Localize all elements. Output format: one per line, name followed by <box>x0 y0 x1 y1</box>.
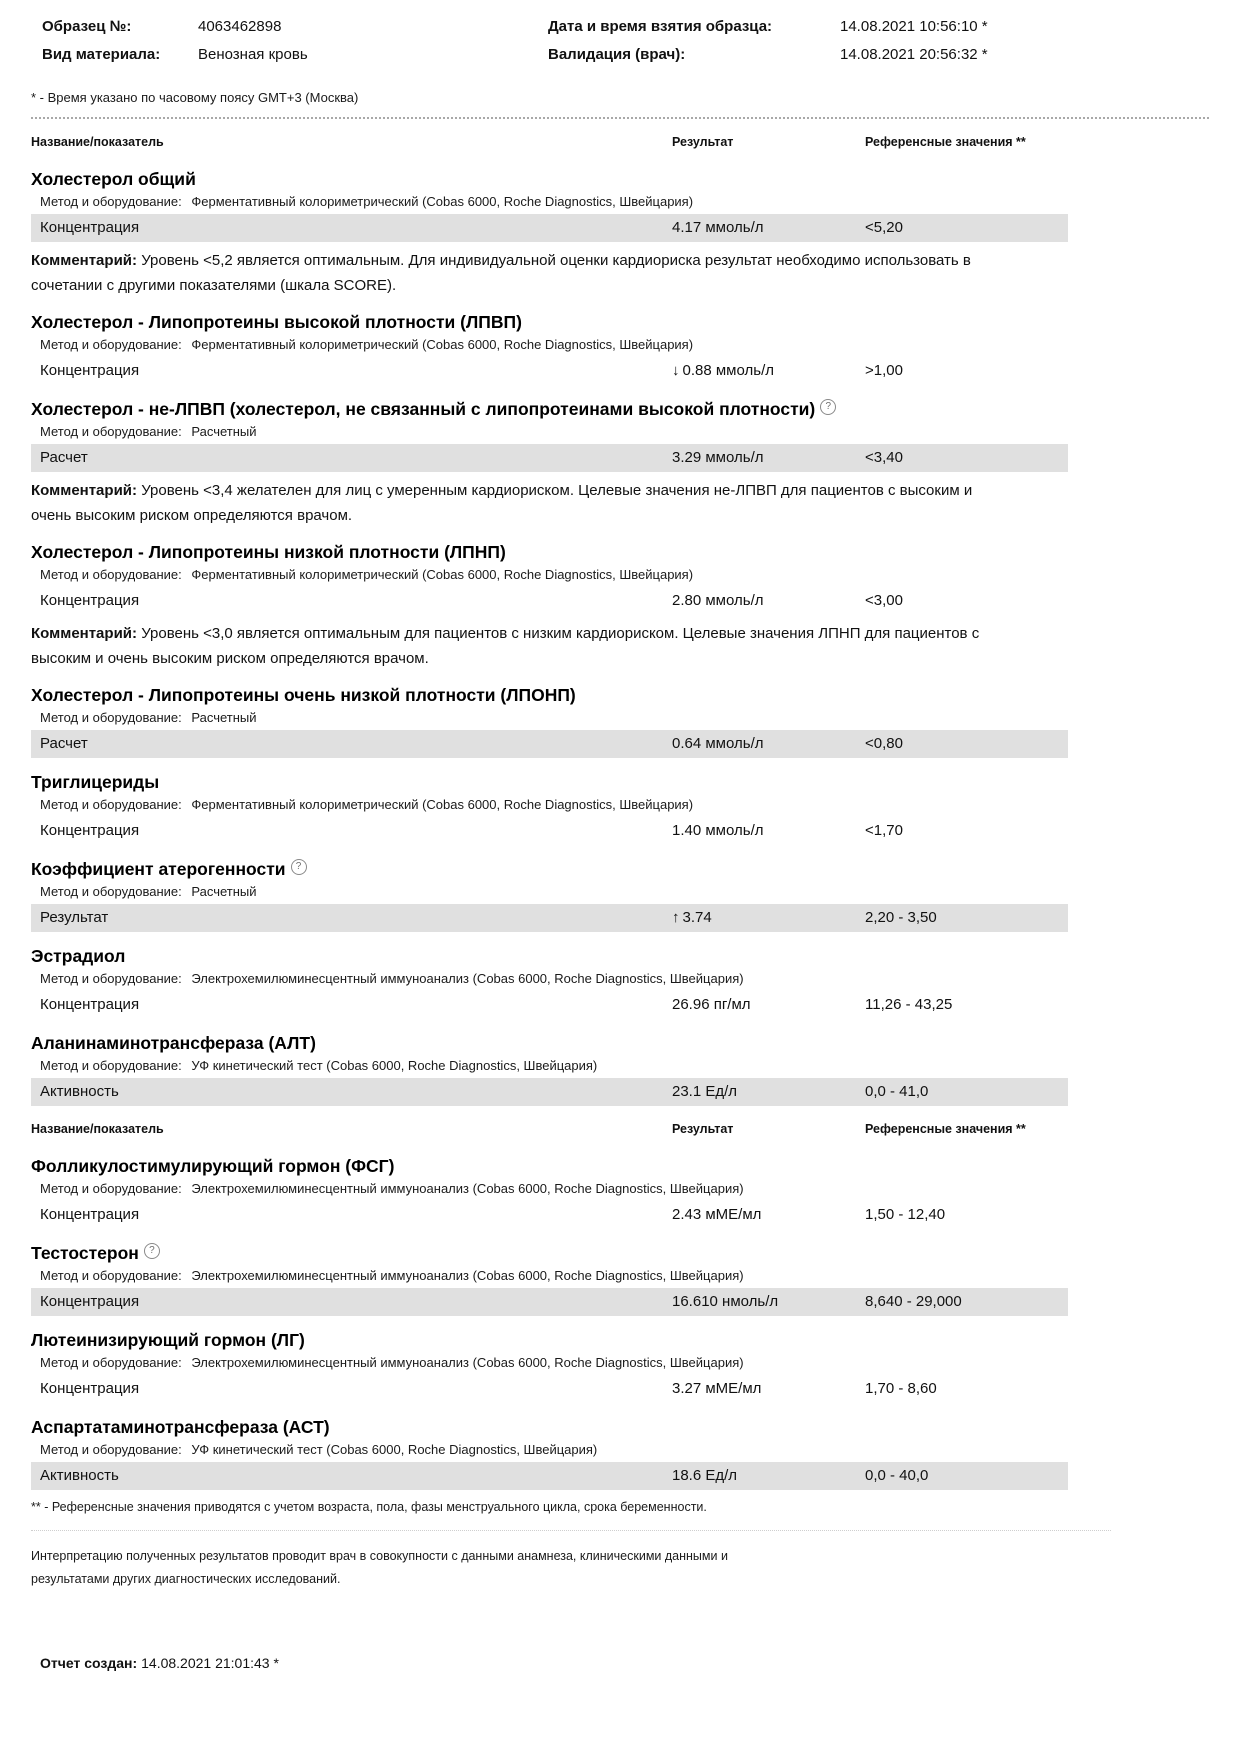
method-label: Метод и оборудование: <box>40 797 182 812</box>
result-value <box>672 214 764 242</box>
comment-label: Комментарий: <box>31 625 138 642</box>
result-number: 3.29 ммоль/л <box>672 449 764 466</box>
reference-value: <3,00 <box>865 592 903 609</box>
method-line <box>31 971 1211 986</box>
reference-value: 11,26 - 43,25 <box>865 996 953 1013</box>
comment <box>31 621 1006 671</box>
analyte-heading <box>31 542 1211 563</box>
analyte-block <box>31 312 1211 385</box>
help-question-icon[interactable]: ? <box>144 1243 160 1259</box>
method-label: Метод и оборудование: <box>40 1442 182 1457</box>
result-row <box>31 587 1068 615</box>
comment <box>31 478 1006 528</box>
analyte-block <box>31 542 1211 671</box>
results-list <box>31 135 1211 1490</box>
reference-value: 0,0 - 40,0 <box>865 1467 929 1484</box>
analyte-block <box>31 772 1211 845</box>
result-number: 23.1 Ед/л <box>672 1083 738 1100</box>
reference-value: 1,70 - 8,60 <box>865 1380 937 1397</box>
collection-date-value: 14.08.2021 10:56:10 * <box>840 18 988 35</box>
result-value <box>672 1201 761 1229</box>
column-result-header: Результат <box>672 1122 734 1136</box>
reference-value: 0,0 - 41,0 <box>865 1083 929 1100</box>
method-label: Метод и оборудование: <box>40 1355 182 1370</box>
result-number: 2.43 мМЕ/мл <box>672 1206 762 1223</box>
result-value <box>672 1078 737 1106</box>
result-row-label: Концентрация <box>40 1380 140 1397</box>
reference-value: <3,40 <box>865 449 903 466</box>
method-value: УФ кинетический тест (Cobas 6000, Roche Diagnostics, Швейцария) <box>191 1058 598 1073</box>
column-reference-header: Референсные значения ** <box>865 1122 1026 1136</box>
method-label: Метод и оборудование: <box>40 884 182 899</box>
method-label: Метод и оборудование: <box>40 710 182 725</box>
reference-value: >1,00 <box>865 362 903 379</box>
method-line <box>31 1058 1211 1073</box>
faint-divider <box>31 1530 1111 1531</box>
collection-date-label: Дата и время взятия образца: <box>548 18 773 35</box>
material-type-label: Вид материала: <box>42 46 161 63</box>
method-line <box>31 1181 1211 1196</box>
comment-label: Комментарий: <box>31 252 138 269</box>
result-row <box>31 214 1068 242</box>
result-value <box>672 1288 778 1316</box>
result-row-label: Концентрация <box>40 1293 140 1310</box>
result-row-label: Концентрация <box>40 822 140 839</box>
analyte-block <box>31 1156 1211 1229</box>
method-value: Ферментативный колориметрический (Cobas 6000, Roche Diagnostics, Швейцария) <box>191 797 694 812</box>
result-row-label: Концентрация <box>40 1206 140 1223</box>
reference-values-note: ** - Референсные значения приводятся с учетом возраста, пола, фазы менструального цикла, срока беременности. <box>31 1500 707 1514</box>
result-value <box>672 444 764 472</box>
analyte-block <box>31 685 1211 758</box>
column-name-header: Название/показатель <box>31 135 164 149</box>
header-row <box>42 46 1202 74</box>
analyte-block <box>31 1243 1211 1316</box>
analyte-heading-text: Эстрадиол <box>31 946 126 966</box>
analyte-heading <box>31 946 1211 967</box>
method-line <box>31 424 1211 439</box>
method-value: Электрохемилюминесцентный иммуноанализ (Cobas 6000, Roche Diagnostics, Швейцария) <box>191 971 744 986</box>
analyte-heading-text: Фолликулостимулирующий гормон (ФСГ) <box>31 1156 395 1176</box>
analyte-heading-text: Аланинаминотрансфераза (АЛТ) <box>31 1033 316 1053</box>
result-value <box>672 1375 761 1403</box>
method-value: Электрохемилюминесцентный иммуноанализ (Cobas 6000, Roche Diagnostics, Швейцария) <box>191 1181 744 1196</box>
analyte-block <box>31 1330 1211 1403</box>
result-value <box>672 357 774 385</box>
method-value: Ферментативный колориметрический (Cobas 6000, Roche Diagnostics, Швейцария) <box>191 567 694 582</box>
comment-label: Комментарий: <box>31 482 138 499</box>
result-value <box>672 1462 737 1490</box>
result-row <box>31 357 1068 385</box>
results-table-header <box>31 1122 1211 1142</box>
analyte-heading-text: Холестерол общий <box>31 169 196 189</box>
result-number: 2.80 ммоль/л <box>672 592 764 609</box>
result-number: 4.17 ммоль/л <box>672 219 764 236</box>
validation-value: 14.08.2021 20:56:32 * <box>840 46 988 63</box>
report-created-label: Отчет создан: <box>40 1655 138 1671</box>
column-reference-header: Референсные значения ** <box>865 135 1026 149</box>
result-number: 3.74 <box>682 909 712 926</box>
analyte-block <box>31 859 1211 932</box>
timezone-note: * - Время указано по часовому поясу GMT+3 (Москва) <box>31 90 359 105</box>
report-header <box>42 18 1202 74</box>
result-number: 0.88 ммоль/л <box>682 362 774 379</box>
column-name-header: Название/показатель <box>31 1122 164 1136</box>
result-number: 16.610 нмоль/л <box>672 1293 779 1310</box>
analyte-heading-text: Холестерол - не-ЛПВП (холестерол, не связанный с липопротеинами высокой плотности) <box>31 399 816 419</box>
column-result-header: Результат <box>672 135 734 149</box>
method-line <box>31 1268 1211 1283</box>
sample-number-value: 4063462898 <box>198 18 282 35</box>
dotted-divider <box>31 117 1209 119</box>
analyte-heading <box>31 1330 1211 1351</box>
analyte-heading <box>31 399 1211 420</box>
result-row-label: Концентрация <box>40 362 140 379</box>
report-footer <box>31 1500 1240 1671</box>
method-value: УФ кинетический тест (Cobas 6000, Roche Diagnostics, Швейцария) <box>191 1442 598 1457</box>
reference-value: 8,640 - 29,000 <box>865 1293 962 1310</box>
analyte-heading-text: Холестерол - Липопротеины высокой плотности (ЛПВП) <box>31 312 522 332</box>
result-number: 1.40 ммоль/л <box>672 822 764 839</box>
method-label: Метод и оборудование: <box>40 1181 182 1196</box>
analyte-heading <box>31 685 1211 706</box>
comment-text: Уровень <3,4 желателен для лиц с умеренным кардиориском. Целевые значения не-ЛПВП для пациентов с высоким и очень высоким риском определяются врачом. <box>31 482 973 524</box>
method-label: Метод и оборудование: <box>40 1268 182 1283</box>
method-value: Ферментативный колориметрический (Cobas 6000, Roche Diagnostics, Швейцария) <box>191 194 694 209</box>
result-row-label: Концентрация <box>40 996 140 1013</box>
method-line <box>31 337 1211 352</box>
analyte-heading <box>31 312 1211 333</box>
result-value <box>672 904 712 932</box>
analyte-heading-text: Лютеинизирующий гормон (ЛГ) <box>31 1330 305 1350</box>
analyte-block <box>31 169 1211 298</box>
result-number: 0.64 ммоль/л <box>672 735 764 752</box>
method-label: Метод и оборудование: <box>40 567 182 582</box>
result-row <box>31 991 1068 1019</box>
reference-value: 2,20 - 3,50 <box>865 909 937 926</box>
comment <box>31 248 1006 298</box>
result-row-label: Концентрация <box>40 592 140 609</box>
reference-value: <5,20 <box>865 219 903 236</box>
validation-label: Валидация (врач): <box>548 46 686 63</box>
method-line <box>31 710 1211 725</box>
analyte-heading-text: Аспартатаминотрансфераза (АСТ) <box>31 1417 330 1437</box>
method-line <box>31 797 1211 812</box>
abnormal-arrow-icon: ↑ <box>672 909 680 926</box>
result-row <box>31 817 1068 845</box>
analyte-block <box>31 1033 1211 1106</box>
method-value: Расчетный <box>191 884 257 899</box>
reference-value: <0,80 <box>865 735 903 752</box>
method-value: Ферментативный колориметрический (Cobas 6000, Roche Diagnostics, Швейцария) <box>191 337 694 352</box>
result-row <box>31 730 1068 758</box>
analyte-heading <box>31 772 1211 793</box>
analyte-heading-text: Холестерол - Липопротеины низкой плотности (ЛПНП) <box>31 542 506 562</box>
help-question-icon[interactable]: ? <box>820 399 836 415</box>
results-table-header <box>31 135 1211 155</box>
method-line <box>31 1355 1211 1370</box>
analyte-heading-text: Коэффициент атерогенности <box>31 859 286 879</box>
result-row <box>31 1288 1068 1316</box>
result-number: 26.96 пг/мл <box>672 996 751 1013</box>
help-question-icon[interactable]: ? <box>291 859 307 875</box>
result-value <box>672 730 764 758</box>
result-row-label: Активность <box>40 1467 119 1484</box>
method-label: Метод и оборудование: <box>40 424 182 439</box>
report-created-value: 14.08.2021 21:01:43 * <box>141 1655 279 1671</box>
reference-value: <1,70 <box>865 822 903 839</box>
result-number: 18.6 Ед/л <box>672 1467 738 1484</box>
method-line <box>31 1442 1211 1457</box>
result-row <box>31 1078 1068 1106</box>
result-row-label: Результат <box>40 909 109 926</box>
analyte-heading-text: Тестостерон <box>31 1243 139 1263</box>
result-value <box>672 587 764 615</box>
analyte-block <box>31 946 1211 1019</box>
method-value: Электрохемилюминесцентный иммуноанализ (Cobas 6000, Roche Diagnostics, Швейцария) <box>191 1268 744 1283</box>
reference-value: 1,50 - 12,40 <box>865 1206 946 1223</box>
method-line <box>31 194 1211 209</box>
analyte-heading <box>31 1243 1211 1264</box>
material-type-value: Венозная кровь <box>198 46 308 63</box>
result-row <box>31 444 1068 472</box>
method-line <box>31 567 1211 582</box>
analyte-heading <box>31 1417 1211 1438</box>
result-value <box>672 991 751 1019</box>
method-label: Метод и оборудование: <box>40 1058 182 1073</box>
header-row <box>42 18 1202 46</box>
analyte-block <box>31 399 1211 528</box>
comment-text: Уровень <5,2 является оптимальным. Для индивидуальной оценки кардиориска результат необходимо использовать в сочетании с другими показателями (шкала SCORE). <box>31 252 971 294</box>
method-value: Электрохемилюминесцентный иммуноанализ (Cobas 6000, Roche Diagnostics, Швейцария) <box>191 1355 744 1370</box>
comment-text: Уровень <3,0 является оптимальным для пациентов с низким кардиориском. Целевые значения ЛПНП для пациентов с высоким и очень высоким риском определяются врачом. <box>31 625 980 667</box>
result-row-label: Концентрация <box>40 219 140 236</box>
analyte-block <box>31 1417 1211 1490</box>
analyte-heading <box>31 1156 1211 1177</box>
result-row-label: Расчет <box>40 735 88 752</box>
result-row <box>31 904 1068 932</box>
analyte-heading <box>31 1033 1211 1054</box>
analyte-heading-text: Холестерол - Липопротеины очень низкой плотности (ЛПОНП) <box>31 685 576 705</box>
analyte-heading <box>31 169 1211 190</box>
result-row-label: Расчет <box>40 449 88 466</box>
method-line <box>31 884 1211 899</box>
result-number: 3.27 мМЕ/мл <box>672 1380 762 1397</box>
result-row <box>31 1375 1068 1403</box>
result-row <box>31 1201 1068 1229</box>
analyte-heading-text: Триглицериды <box>31 772 160 792</box>
report-created-line <box>40 1655 1240 1671</box>
method-value: Расчетный <box>191 710 257 725</box>
analyte-heading <box>31 859 1211 880</box>
sample-number-label: Образец №: <box>42 18 132 35</box>
method-label: Метод и оборудование: <box>40 337 182 352</box>
interpretation-note: Интерпретацию полученных результатов проводит врач в совокупности с данными анамнеза, клиническими данными и результатами других диагностических исследований. <box>31 1549 728 1586</box>
method-label: Метод и оборудование: <box>40 194 182 209</box>
method-label: Метод и оборудование: <box>40 971 182 986</box>
abnormal-arrow-icon: ↓ <box>672 362 680 379</box>
method-value: Расчетный <box>191 424 257 439</box>
result-value <box>672 817 764 845</box>
result-row <box>31 1462 1068 1490</box>
result-row-label: Активность <box>40 1083 119 1100</box>
